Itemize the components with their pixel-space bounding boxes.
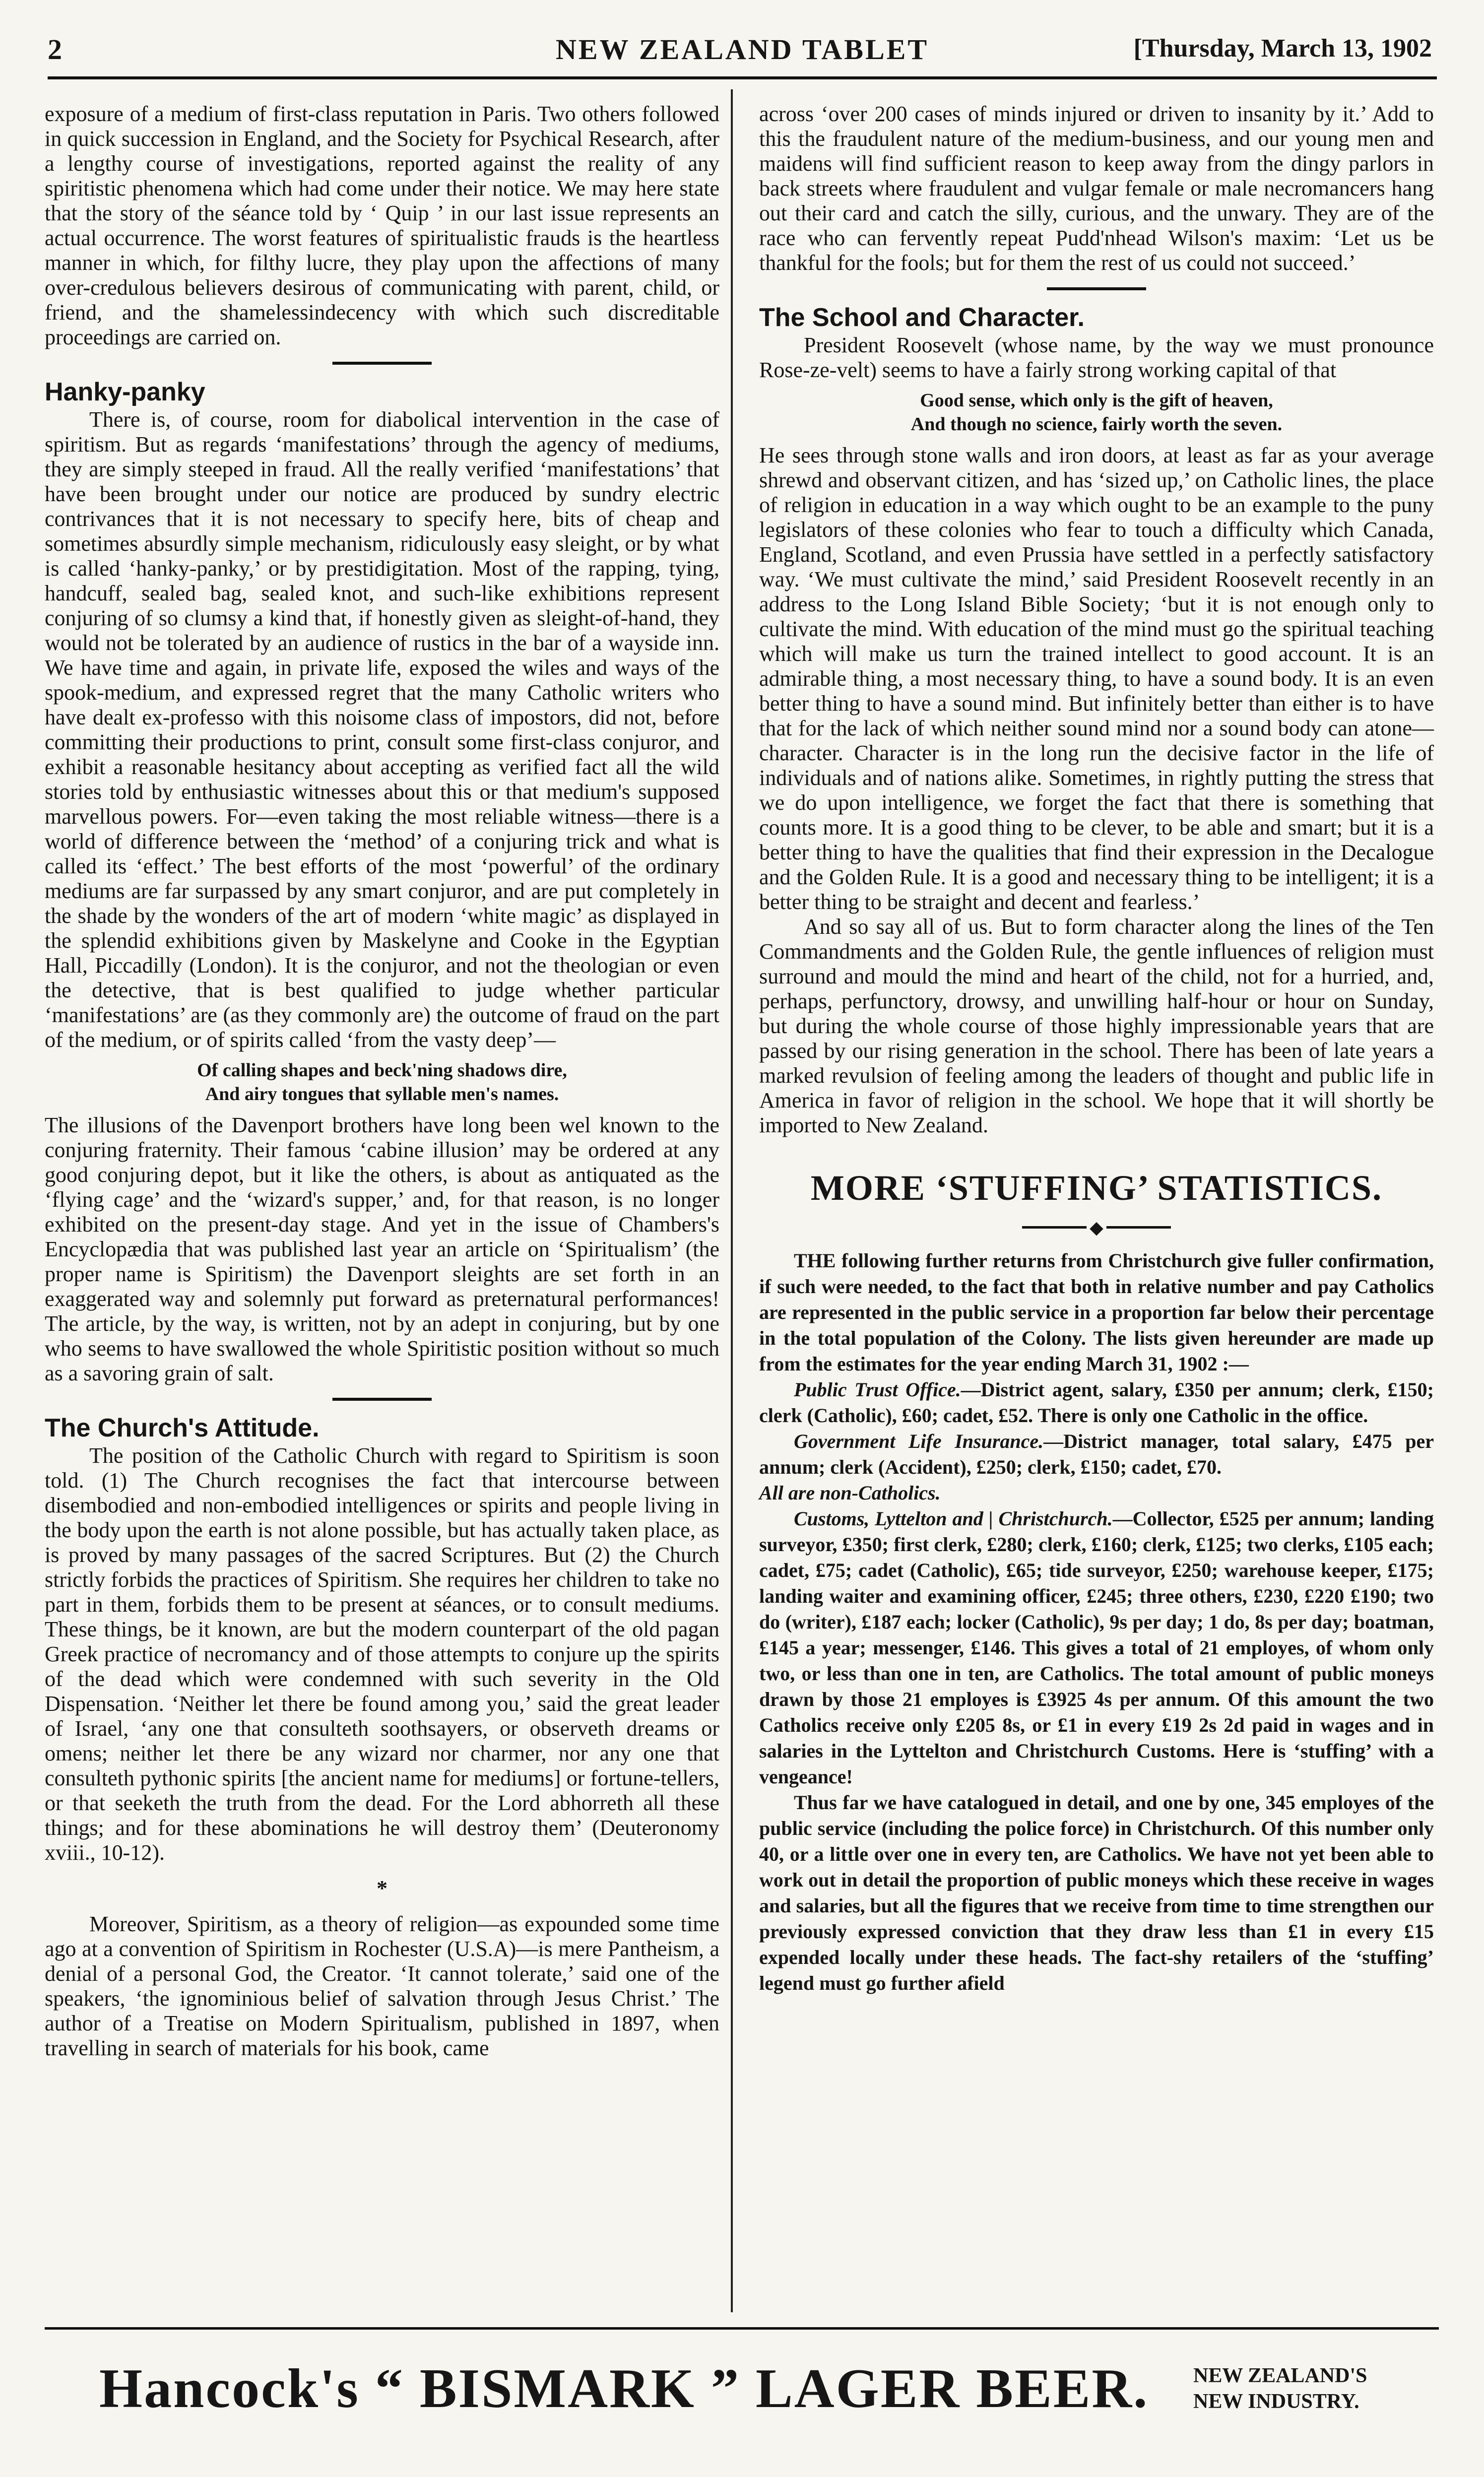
left-column (45, 102, 719, 2061)
beer-advertisement: Hancock's “ BISMARK ” LAGER BEER. (99, 2358, 1149, 2419)
verse-quote (759, 389, 1434, 436)
right-text (759, 102, 1434, 1138)
title-ornament (759, 1214, 1434, 1238)
verse-line-1: Of calling shapes and beck'ning shadows dire, (197, 1060, 567, 1081)
school-paragraph-3: And so say all of us. But to form character along the lines of the Ten Commandments and the Golden Rule, the gentle influences of religion must surround and mould the mind and heart of the child, not for a hurried, and, perhaps, perfunctory, drowsy, and unwilling half-hour or hour on Sunday, but during the whole course of those highly impressionable years that are passed by our rising generation in the school. There has been of late years a marked revulsion of feeling among the leaders of thought and public life in America in favor of religion in the school. We hope that it will shortly be imported to New Zealand. (759, 914, 1434, 1137)
verse-line-2: And though no science, fairly worth the seven. (910, 414, 1283, 435)
life-insurance-entry (759, 1429, 1434, 1480)
hanky-panky-paragraph-1: There is, of course, room for diabolical intervention in the case of spiritism. But as regards ‘manifestations’ through the agency of mediums, they are simply steeped in fraud. All the really verified ‘manifestations’ that have been brought under our notice are produced by sundry electric contrivances that it is not necessary to specify here, bits of cheap and sometimes absurdly simple mechanism, ridiculously easy sleight, or by what is called ‘hanky-panky,’ or by prestidigitation. Most of the rapping, tying, handcuff, sealed bag, sealed knot, and such-like exhibitions represent conjuring of so clumsy a kind that, if honestly given as sleight-of-hand, they would not be tolerated by an audience of rustics in the bar of a wayside inn. We have time and again, in private life, exposed the wiles and ways of the spook-medium, and expressed regret that the many Catholic writers who have dealt ex-professo with this noisome class of impostors, did not, before committing their productions to print, consult some first-class conjuror, and exhibit a reasonable hesitancy about accepting as verified fact all the wild stories told by enthusiastic witnesses about this or that medium's supposed marvellous powers. For—even taking the most reliable witness—there is a world of difference between the ‘method’ of a conjuring trick and what is called its ‘effect.’ The best efforts of the most ‘powerful’ of the ordinary mediums are far surpassed by any smart conjuror, and are put completely in the shade by the wonders of the art of modern ‘white magic’ as displayed in the splendid exhibitions given by Maskelyne and Cooke in the Egyptian Hall, Piccadilly (London). It is the conjuror, and not the theologian or even the detective, that is best qualified to judge whether particular ‘manifestations’ are (as they commonly are) the outcome of fraud on the part of the medium, or of spirits called ‘from the vasty deep’— (45, 407, 719, 1052)
section-rule (1047, 287, 1146, 290)
customs-text: —Collector, £525 per annum; landing surveyor, £350; first clerk, £280; clerk, £160; clerk, £125; two clerks, £105 each; cadet, £75; cadet (Catholic), £65; tide surveyor, £250; warehouse keeper, £175; landing waiter and examining officer, £245; three others, £230, £220 £190; two do (writer), £187 each; locker (Catholic), 9s per day; 1 do, 8s per day; boatman, £145 a year; messenger, £146. This gives a total of 21 employes, of whom only two, or less than one in ten, are Catholics. The total amount of public moneys drawn by those 21 employes is £3925 4s per annum. Of this amount the two Catholics receive only £205 8s, or £1 in every £19 2s 2d paid in wages and in salaries in the Lyttelton and Christchurch Customs. Here is ‘stuffing’ with a vengeance! (759, 1507, 1434, 1788)
statistics-intro: THE following further returns from Christchurch give fuller confirmation, if such were needed, to the fact that both in relative number and pay Catholics are represented in the public service in a proportion far below their percentage in the total population of the Colony. The lists given hereunder are made up from the estimates for the year ending March 31, 1902 :— (759, 1249, 1434, 1375)
header-rule (48, 76, 1437, 79)
school-paragraph-1: President Roosevelt (whose name, by the way we must pronounce Rose-ze-velt) seems to have a fairly strong working capital of that (759, 333, 1434, 382)
verse-quote (45, 1058, 719, 1106)
ornament-line (1106, 1226, 1171, 1229)
public-trust-text: —District agent, salary, £350 per annum; clerk, £150; clerk (Catholic), £60; cadet, £52. There is only one Catholic in the office. (759, 1378, 1434, 1427)
stuffing-statistics-title: MORE ‘STUFFING’ STATISTICS. (810, 1168, 1383, 1208)
life-insurance-text: —District manager, total salary, £475 per annum; clerk (Accident), £250; clerk, £150; cadet, £70. (759, 1430, 1434, 1478)
left-text (45, 102, 719, 2061)
asterisk-divider: * (377, 1876, 387, 1900)
section-rule (332, 362, 432, 365)
verse-line-2: And airy tongues that syllable men's names. (205, 1084, 559, 1105)
intro-paragraph: exposure of a medium of first-class reputation in Paris. Two others followed in quick succession in England, and the Society for Psychical Research, after a lengthy course of investigations, reported against the reality of any spiritistic phenomena which had come under their notice. We may here state that the story of the séance told by ‘ Quip ’ in our last issue represents an actual occurrence. The worst features of spiritualistic frauds is the heartless manner in which, for filthy lucre, they play upon the affections of many over-credulous believers desirous of communicating with parent, child, or friend, and the shamelessindecency with which such discreditable proceedings are carried on. (45, 102, 719, 349)
customs-entry (759, 1506, 1434, 1790)
life-insurance-note: All are non-Catholics. (759, 1481, 941, 1504)
tagline-line-1: NEW ZEALAND'S (1193, 2364, 1367, 2387)
life-insurance-note-line (759, 1480, 1434, 1506)
hanky-panky-heading: Hanky-panky (45, 378, 205, 406)
column-divider (731, 89, 733, 2312)
hanky-panky-paragraph-2: The illusions of the Davenport brothers have long been wel known to the conjuring fraternity. Their famous ‘cabine illusion’ may be ordered at any good conjuring depot, but it like the others, is about as antiquated as the ‘flying cage’ and the ‘wizard's supper,’ and, for that reason, is no longer exhibited on the present-day stage. And yet in the issue of Chambers's Encyclopædia that was published last year an article on ‘Spiritualism’ (the proper name is Spiritism) the Davenport sleights are set forth in an exaggerated way and solemnly put forward as preternatural performances! The article, by the way, is written, not by an adept in conjuring, but by one who seems to have swallowed the whole Spiritistic position without so much as a savoring grain of salt. (45, 1113, 719, 1385)
ornament-line (1022, 1226, 1087, 1229)
customs-label: Customs, Lyttelton and | Christchurch. (794, 1507, 1113, 1530)
church-attitude-heading: The Church's Attitude. (45, 1414, 320, 1442)
page-number: 2 (48, 33, 62, 65)
school-paragraph-2: He sees through stone walls and iron doors, at least as far as your average shrewd and observant citizen, and has ‘sized up,’ on Catholic lines, the place of religion in education in a way which ought to be an example to the puny legislators of these colonies who fear to touch a difficulty which Canada, England, Scotland, and even Prussia have settled in a perfectly satisfactory way. ‘We must cultivate the mind,’ said President Roosevelt recently in an address to the Long Island Bible Society; ‘but it is not enough only to cultivate the mind. With education of the mind must go the spiritual teaching which will make us turn the trained intellect to good account. It is an admirable thing, a most necessary thing, to have a sound body. It is an even better thing to have a sound mind. But infinitely better than either is to have that for the lack of which neither sound mind nor a sound body can atone—character. Character is in the long run the decisive factor in the life of individuals and of nations alike. Sometimes, in rightly putting the stress that we do upon intelligence, we forget the fact that there is something that counts more. It is a good thing to be clever, to be able and smart; but it is a better thing to have the qualities that find their expression in the Decalogue and the Golden Rule. It is a good and necessary thing to be intelligent; it is a better thing to be straight and decent and fearless.’ (759, 443, 1434, 914)
right-column (759, 102, 1434, 1996)
public-trust-entry (759, 1377, 1434, 1429)
advertisement-tagline (1193, 2363, 1367, 2414)
statistics-text (759, 1248, 1434, 1996)
school-character-heading: The School and Character. (759, 303, 1085, 332)
verse-line-1: Good sense, which only is the gift of heaven, (920, 390, 1273, 411)
public-trust-label: Public Trust Office. (794, 1378, 961, 1401)
footer-rule (45, 2327, 1439, 2330)
diamond-icon: ◆ (1090, 1217, 1103, 1238)
church-paragraph-1: The position of the Catholic Church with regard to Spiritism is soon told. (1) The Church recognises the fact that intercourse between disembodied and non-embodied intelligences or spirits and people living in the body upon the earth is not alone possible, but has actually taken place, as is proved by many passages of the sacred Scriptures. But (2) the Church strictly forbids the practices of Spiritism. She requires her children to take no part in them, forbids them to be present at séances, or to consult mediums. These things, be it known, are but the modern counterpart of the old pagan Greek practice of necromancy and of those attempts to conjure up the spirits of the dead which were condemned with such severity in the Old Dispensation. ‘Neither let there be found among you,’ said the great leader of Israel, ‘any one that consulteth soothsayers, or observeth dreams or omens; neither let there be any wizard nor charmer, nor any one that consulteth pythonic spirits [the ancient name for mediums] or fortune-tellers, or that seeketh the truth from the dead. For the Lord abhorreth all these things; and for these abominations he will destroy them’ (Deuteronomy xviii., 10-12). (45, 1443, 719, 1865)
continuation-paragraph: across ‘over 200 cases of minds injured or driven to insanity by it.’ Add to this the fraudulent nature of the medium-business, and our young men and maidens will find sufficient reason to keep away from the dingy parlors in back streets where fraudulent and vulgar female or male necromancers hang out their card and catch the silly, curious, and the unwary. They are of the race who can fervently repeat Pudd'nhead Wilson's maxim: ‘Let us be thankful for the fools; but for them the rest of us could not succeed.’ (759, 102, 1434, 275)
dateline: [Thursday, March 13, 1902 (1133, 34, 1432, 63)
section-rule (332, 1398, 432, 1401)
life-insurance-label: Government Life Insurance. (794, 1430, 1044, 1452)
church-paragraph-2: Moreover, Spiritism, as a theory of religion—as expounded some time ago at a convention of Spiritism in Rochester (U.S.A)—is mere Pantheism, a denial of a personal God, the Creator. ‘It cannot tolerate,’ said one of the speakers, ‘the ignominious belief of salvation through Jesus Christ.’ The author of a Treatise on Modern Spiritualism, published in 1897, when travelling in search of materials for his book, came (45, 1912, 719, 2060)
page-header (48, 33, 1437, 77)
masthead-title: NEW ZEALAND TABLET (555, 33, 929, 65)
tagline-line-2: NEW INDUSTRY. (1193, 2390, 1359, 2413)
final-paragraph: Thus far we have catalogued in detail, and one by one, 345 employes of the public service (including the police force) in Christchurch. Of this number only 40, or a little over one in every ten, are Catholics. We have not yet been able to work out in detail the proportion of public moneys which these receive in wages and salaries, but all the figures that we receive from time to time strengthen our previously expressed conviction that they draw less than £1 in every £15 expended locally under these heads. The fact-shy retailers of the ‘stuffing’ legend must go further afield (759, 1791, 1434, 1994)
